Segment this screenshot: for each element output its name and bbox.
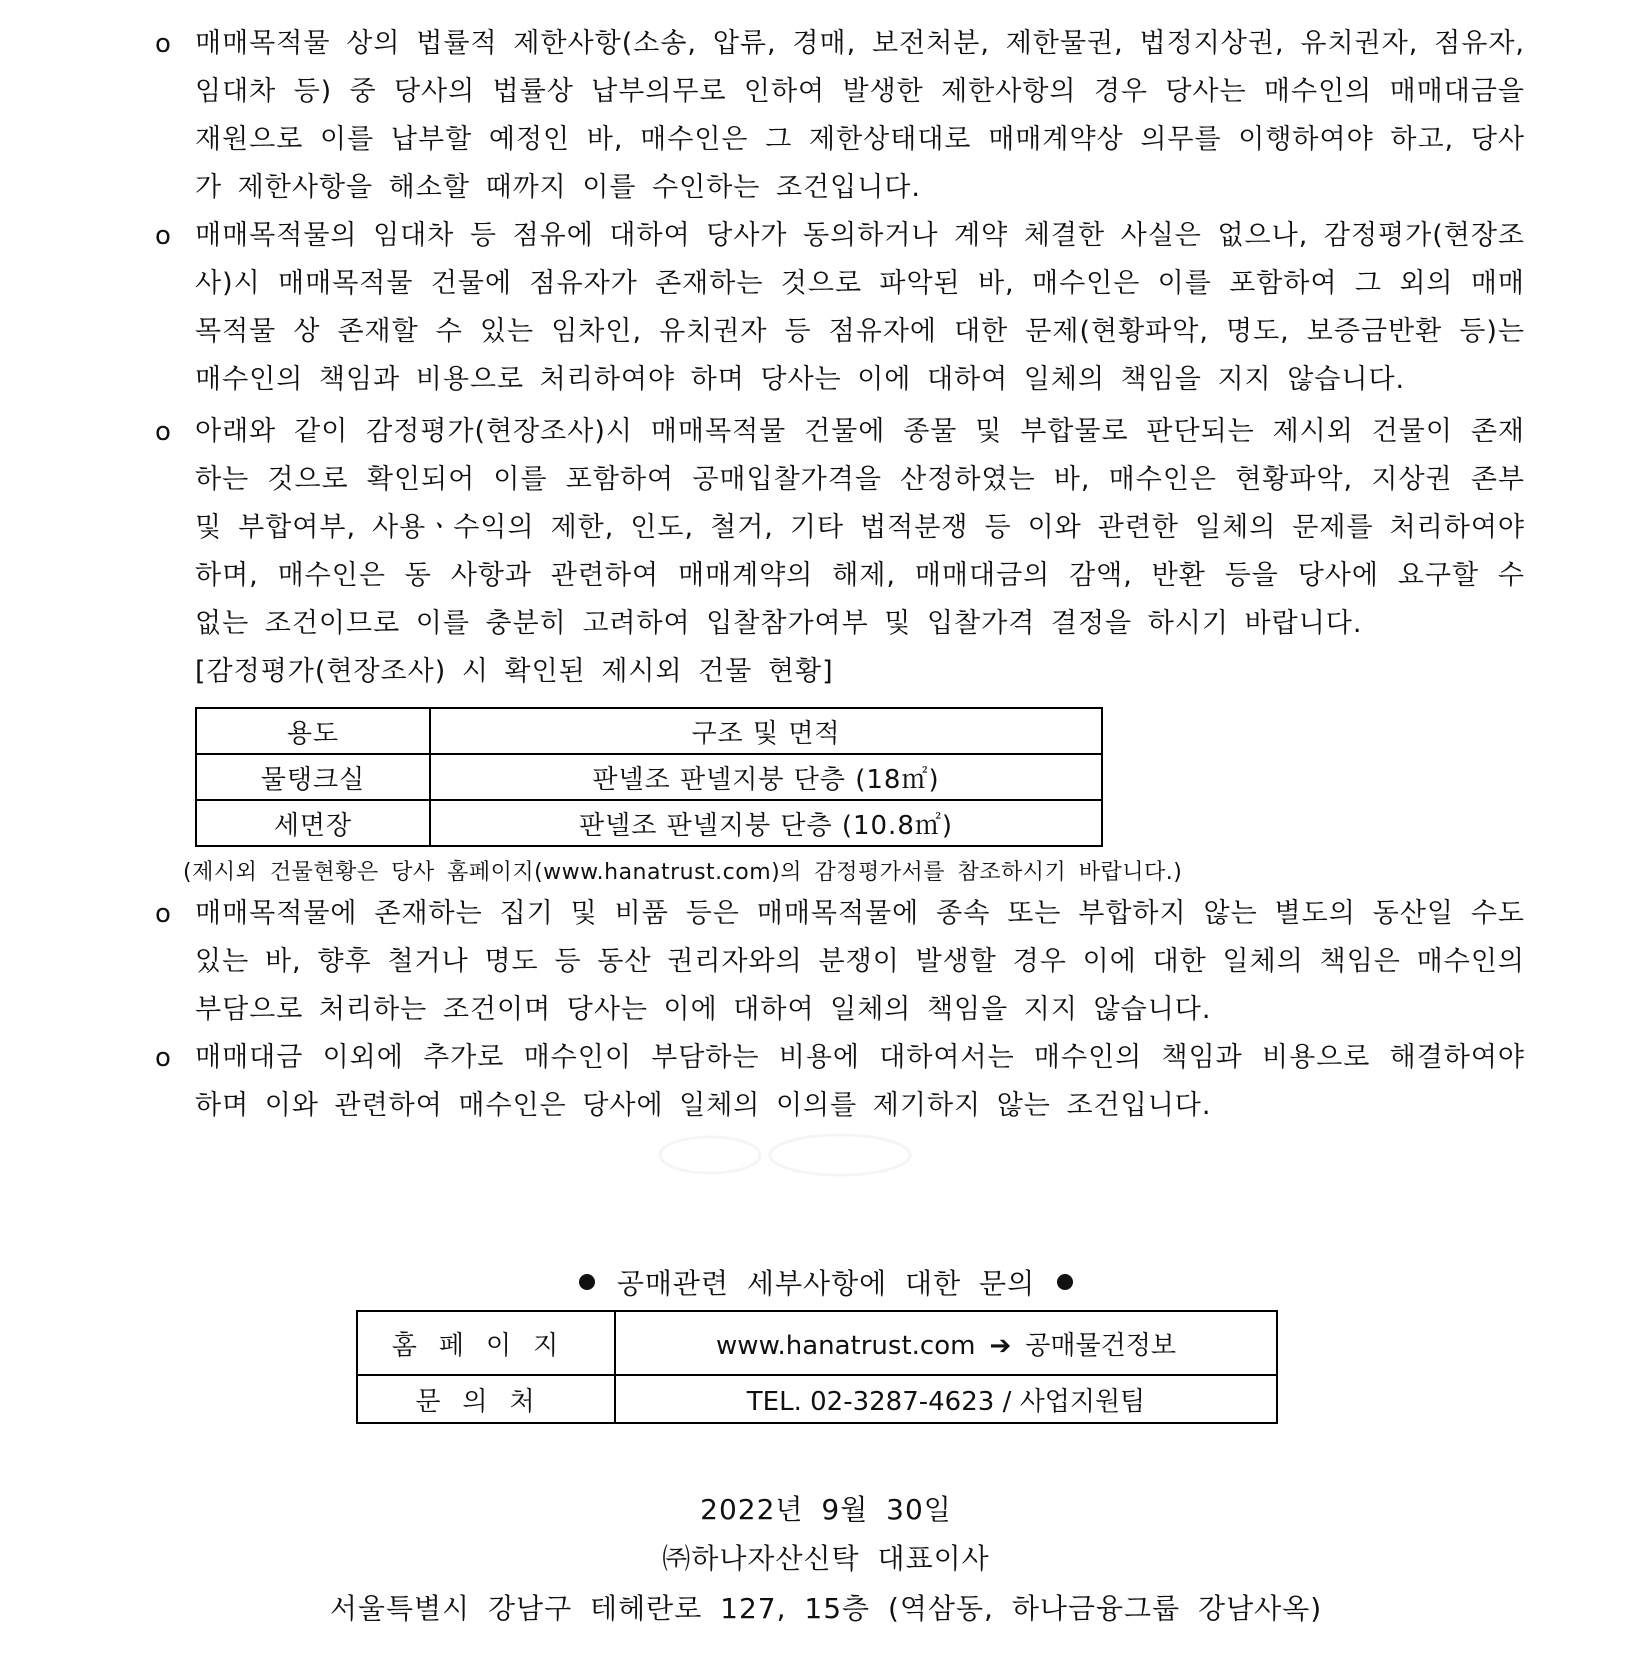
clause-text: 매매대금 이외에 추가로 매수인이 부담하는 비용에 대하여서는 매수인의 책임과 비용으로 해결하여야 하며 이와 관련하여 매수인은 당사에 일체의 이의를 제기하지 않는 조건입니다. — [195, 1042, 1525, 1121]
inquiry-heading — [0, 1262, 1652, 1302]
table-row — [196, 754, 1102, 800]
clause-additional-costs — [155, 1034, 1525, 1130]
inquiry-title: 공매관련 세부사항에 대한 문의 — [616, 1267, 1036, 1300]
table-header-cell: 구조 및 면적 — [430, 708, 1102, 754]
homepage-link[interactable]: www.hanatrust.com — [716, 1330, 976, 1361]
homepage-target: 공매물건정보 — [1025, 1330, 1176, 1361]
table-header-cell: 용도 — [196, 708, 430, 754]
bullet-dot-icon — [579, 1274, 595, 1290]
homepage-value — [615, 1311, 1277, 1375]
bullet-mark: o — [155, 1043, 171, 1073]
company-address: 서울특별시 강남구 테헤란로 127, 15층 (역삼동, 하나금융그룹 강남사옥) — [329, 1592, 1323, 1625]
document-date: 2022년 9월 30일 — [700, 1493, 952, 1526]
table-row — [196, 800, 1102, 846]
inquiry-table — [356, 1310, 1278, 1424]
building-table — [195, 707, 1103, 847]
clause-text: 매매목적물에 존재하는 집기 및 비품 등은 매매목적물에 종속 또는 부합하지 않는 별도의 동산일 수도 있는 바, 향후 철거나 명도 등 동산 권리자와의 분쟁이 발생할 경우 이에 대한 일체의 책임은 매수인의 부담으로 처리하는 조건이며 당사는 이에 대하여 일체의 책임을 지지 않습니다. — [195, 898, 1525, 1025]
clause-occupancy — [155, 212, 1525, 404]
contact-label: 문의처 — [357, 1375, 615, 1423]
clause-extra-buildings — [155, 408, 1525, 648]
bullet-mark: o — [155, 899, 171, 929]
table-row — [357, 1375, 1277, 1423]
clause-text: 매매목적물의 임대차 등 점유에 대하여 당사가 동의하거나 계약 체결한 사실은 없으나, 감정평가(현장조사)시 매매목적물 건물에 점유자가 존재하는 것으로 파악된 바, 매수인은 이를 포함하여 그 외의 매매목적물 상 존재할 수 있는 임차인, 유치권자 등 점유자에 대한 문제(현황파악, 명도, 보증금반환 등)는 매수인의 책임과 비용으로 처리하여야 하며 당사는 이에 대하여 일체의 책임을 지지 않습니다. — [195, 220, 1525, 395]
table-cell: 세면장 — [196, 800, 430, 846]
table-row — [357, 1311, 1277, 1375]
homepage-label: 홈페이지 — [357, 1311, 615, 1375]
table-header-row — [196, 708, 1102, 754]
bullet-mark: o — [155, 29, 171, 59]
bullet-mark: o — [155, 221, 171, 251]
building-table-note: (제시외 건물현황은 당사 홈페이지(www.hanatrust.com)의 감정평가서를 참조하시기 바랍니다.) — [183, 860, 1183, 885]
building-table-caption: [감정평가(현장조사) 시 확인된 제시외 건물 현황] — [195, 656, 834, 687]
arrow-right-icon: ➔ — [989, 1330, 1012, 1361]
table-cell: 물탱크실 — [196, 754, 430, 800]
clause-legal-restrictions — [155, 20, 1525, 212]
clause-movables — [155, 890, 1525, 1034]
faded-stamp-mark — [640, 1125, 940, 1185]
clause-text: 매매목적물 상의 법률적 제한사항(소송, 압류, 경매, 보전처분, 제한물권, 법정지상권, 유치권자, 점유자, 임대차 등) 중 당사의 법률상 납부의무로 인하여 발생한 제한사항의 경우 당사는 매수인의 매매대금을 재원으로 이를 납부할 예정인 바, 매수인은 그 제한상태대로 매매계약상 의무를 이행하여야 하고, 당사가 제한사항을 해소할 때까지 이를 수인하는 조건입니다. — [195, 28, 1525, 203]
contact-value: TEL. 02-3287-4623 / 사업지원팀 — [615, 1375, 1277, 1423]
table-cell: 판넬조 판넬지붕 단층 (18㎡) — [430, 754, 1102, 800]
company-name: ㈜하나자산신탁 대표이사 — [662, 1542, 990, 1575]
bullet-mark: o — [155, 417, 171, 447]
bullet-dot-icon — [1057, 1274, 1073, 1290]
table-cell: 판넬조 판넬지붕 단층 (10.8㎡) — [430, 800, 1102, 846]
clause-text: 아래와 같이 감정평가(현장조사)시 매매목적물 건물에 종물 및 부합물로 판단되는 제시외 건물이 존재하는 것으로 확인되어 이를 포함하여 공매입찰가격을 산정하였는 바, 매수인은 현황파악, 지상권 존부 및 부합여부, 사용ㆍ수익의 제한, 인도, 철거, 기타 법적분쟁 등 이와 관련한 일체의 문제를 처리하여야 하며, 매수인은 동 사항과 관련하여 매매계약의 해제, 매매대금의 감액, 반환 등을 당사에 요구할 수 없는 조건이므로 이를 충분히 고려하여 입찰참가여부 및 입찰가격 결정을 하시기 바랍니다. — [195, 416, 1525, 639]
